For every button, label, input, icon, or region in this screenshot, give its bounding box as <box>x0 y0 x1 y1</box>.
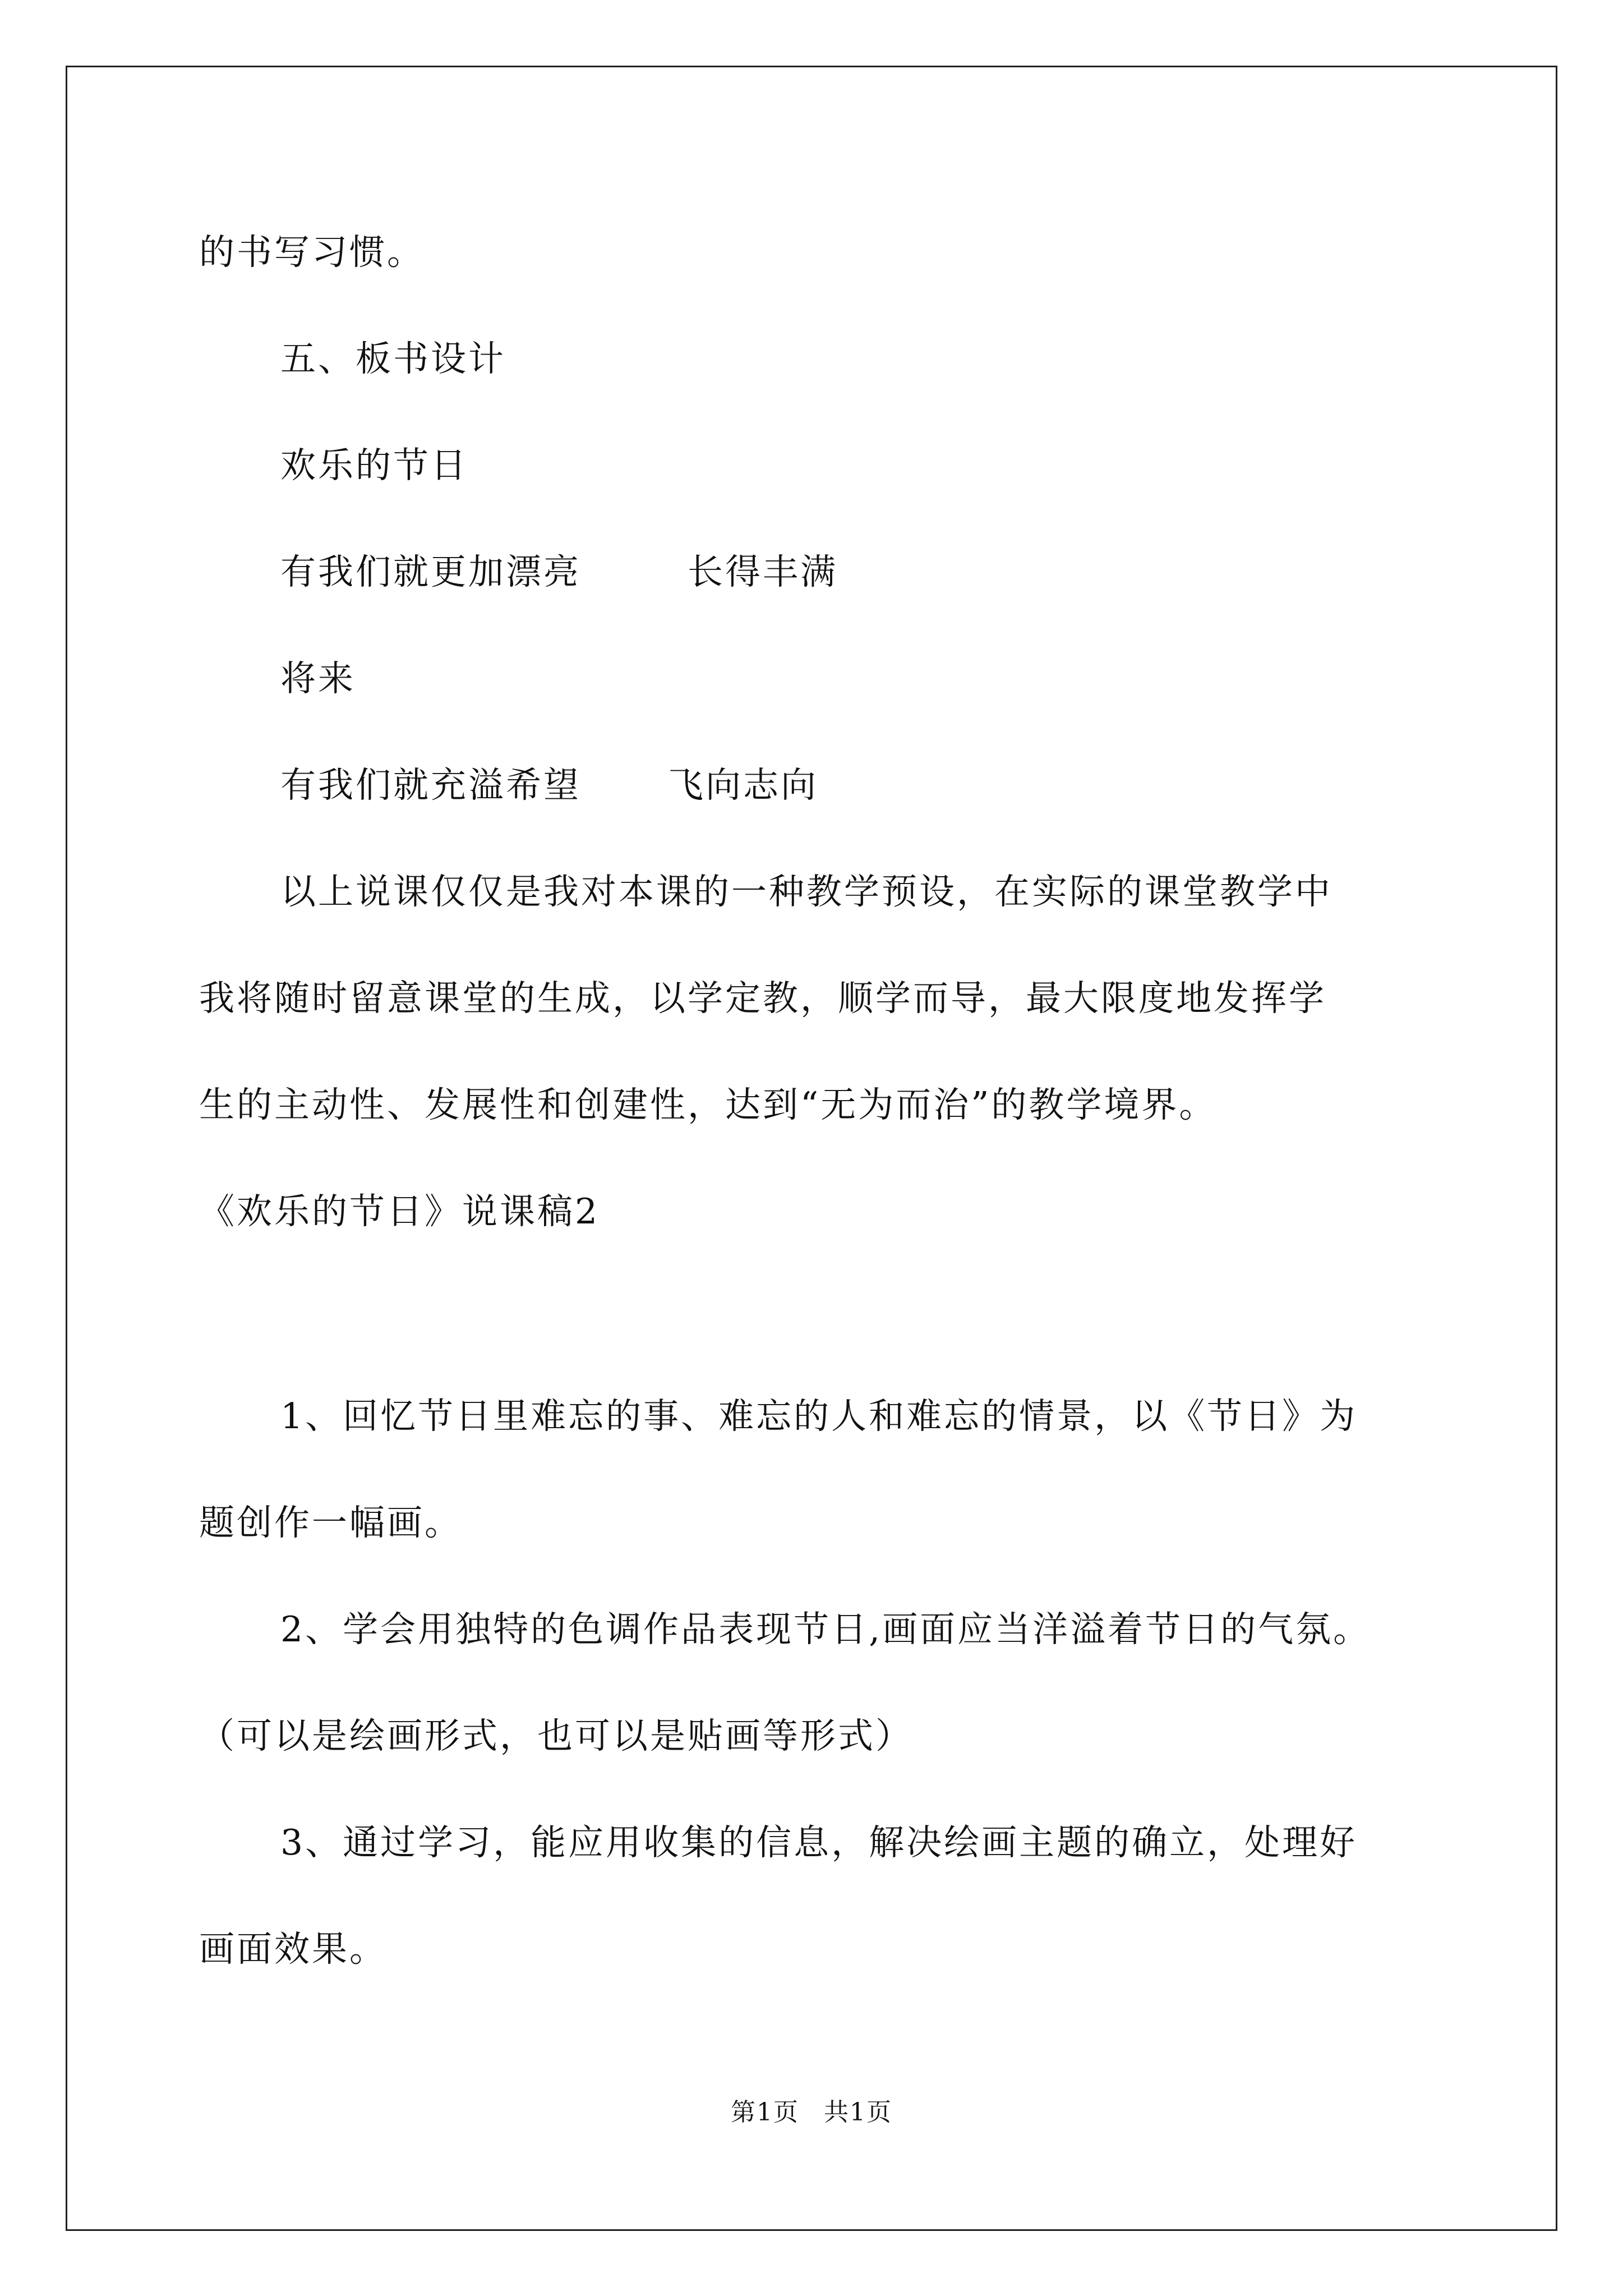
paragraph-line: 画面效果。 <box>199 1929 387 1970</box>
document-title: 《欢乐的节日》说课稿2 <box>199 1191 600 1232</box>
board-phrase: 有我们就更加漂亮 <box>280 551 581 592</box>
page-total: 共1页 <box>824 2098 892 2127</box>
paragraph-line: 2、学会用独特的色调作品表现节日,画面应当洋溢着节日的气氛。 <box>280 1609 1371 1650</box>
page-number: 第1页 <box>731 2098 799 2127</box>
paragraph-line: 的书写习惯。 <box>199 232 425 273</box>
board-phrase: 长得丰满 <box>688 551 838 592</box>
paragraph-line: 1、回忆节日里难忘的事、难忘的人和难忘的情景，以《节日》为 <box>280 1396 1358 1437</box>
board-phrase: 有我们就充溢希望 <box>280 765 581 806</box>
board-line <box>280 550 838 595</box>
page-footer <box>0 2097 1623 2128</box>
paragraph-line: 题创作一幅画。 <box>199 1502 462 1543</box>
paragraph-line: （可以是绘画形式，也可以是贴画等形式） <box>199 1715 913 1756</box>
board-phrase: 飞向志向 <box>668 765 818 806</box>
paragraph-line: 生的主动性、发展性和创建性，达到“无为而治”的教学境界。 <box>199 1084 1217 1125</box>
board-line: 将来 <box>280 658 356 699</box>
paragraph-line: 以上说课仅仅是我对本课的一种教学预设，在实际的课堂教学中 <box>280 871 1332 912</box>
paragraph-line: 我将随时留意课堂的生成，以学定教，顺学而导，最大限度地发挥学 <box>199 978 1326 1019</box>
board-line <box>280 763 818 808</box>
page-border <box>66 66 1557 2231</box>
paragraph-line: 3、通过学习，能应用收集的信息，解决绘画主题的确立，处理好 <box>280 1822 1358 1863</box>
section-heading: 五、板书设计 <box>280 338 506 379</box>
board-title: 欢乐的节日 <box>280 445 468 486</box>
